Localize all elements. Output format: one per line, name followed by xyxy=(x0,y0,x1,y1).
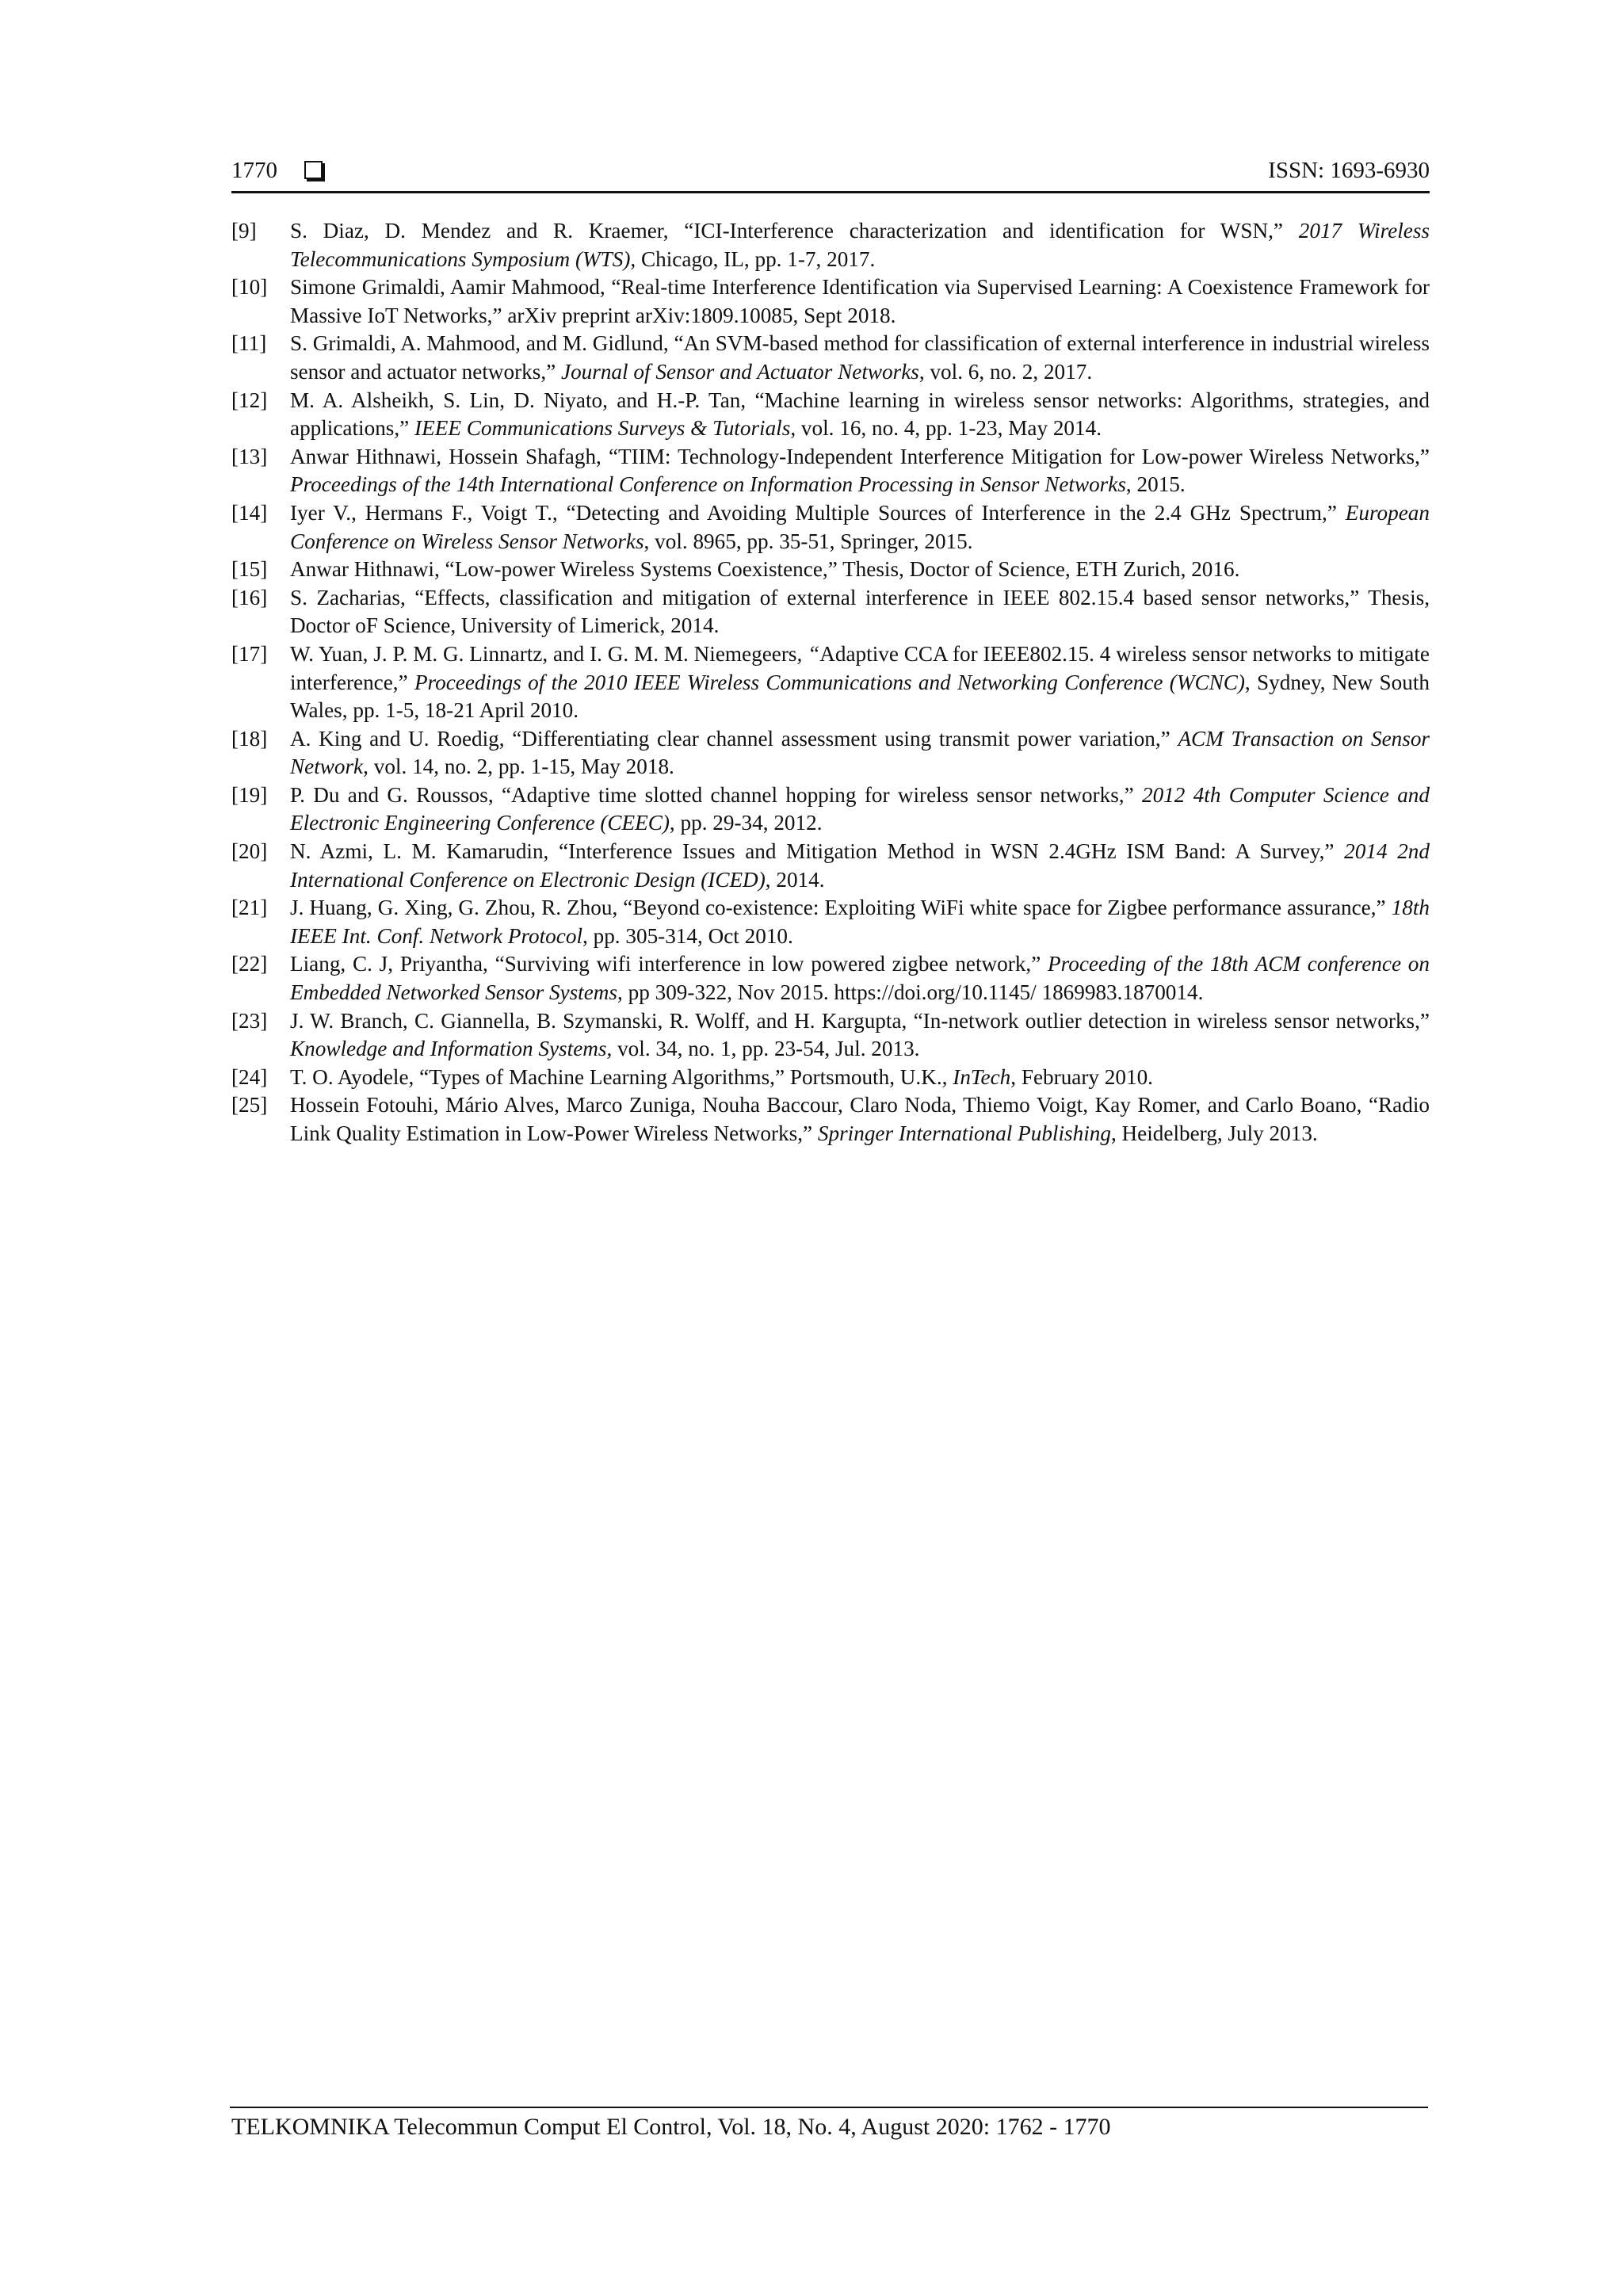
reference-segment: , pp 309-322, Nov 2015. https://doi.org/10.1145/ 1869983.1870014. xyxy=(617,980,1204,1005)
reference-item xyxy=(231,894,1430,950)
reference-italic-segment: ACM Transaction on Sensor Network xyxy=(290,726,1430,779)
reference-item xyxy=(231,950,1430,1007)
reference-segment: Anwar Hithnawi, “Low-power Wireless Systems Coexistence,” Thesis, Doctor of Science, ETH Zurich, 2016. xyxy=(290,557,1240,582)
reference-text xyxy=(290,783,1430,835)
reference-segment: vol. 34, no. 1, pp. 23-54, Jul. 2013. xyxy=(612,1037,920,1061)
reference-segment: Anwar Hithnawi, Hossein Shafagh, “TIIM: Technology-Independent Interference Mitigation for Low-power Wireless Networks,” xyxy=(290,444,1430,468)
reference-segment: Simone Grimaldi, Aamir Mahmood, “Real-time Interference Identification via Supervised Learning: A Coexistence Framework for Massive IoT Networks,” arXiv preprint arXiv:1809.10085, Sept 2018. xyxy=(290,275,1430,327)
reference-segment: , vol. 6, no. 2, 2017. xyxy=(918,359,1093,384)
reference-text xyxy=(290,1065,1153,1089)
reference-text xyxy=(290,331,1430,384)
reference-number: [12] xyxy=(231,388,268,412)
reference-number: [22] xyxy=(231,952,268,976)
reference-segment: P. Du and G. Roussos, “Adaptive time slotted channel hopping for wireless sensor networks,” xyxy=(290,782,1142,807)
reference-segment: N. Azmi, L. M. Kamarudin, “Interference Issues and Mitigation Method in WSN 2.4GHz ISM Band: A Survey,” xyxy=(290,839,1345,864)
reference-item xyxy=(231,725,1430,781)
reference-text xyxy=(290,839,1430,892)
reference-item xyxy=(231,640,1430,725)
journal-citation-footer: TELKOMNIKA Telecommun Comput El Control, Vol. 18, No. 4, August 2020: 1762 - 1770 xyxy=(231,2114,1111,2140)
reference-item xyxy=(231,1007,1430,1064)
reference-text xyxy=(290,388,1430,441)
reference-italic-segment: 18th IEEE Int. Conf. Network Protocol xyxy=(290,896,1430,948)
reference-number: [25] xyxy=(231,1093,268,1117)
reference-segment: M. A. Alsheikh, S. Lin, D. Niyato, and H.-P. Tan, “Machine learning in wireless sensor networks: Algorithms, strategies, and applications,” xyxy=(290,388,1430,441)
reference-number: [10] xyxy=(231,275,268,300)
reference-italic-segment: Proceedings of the 14th International Conference on Information Processing in Sensor Networks xyxy=(290,472,1126,497)
reference-number: [21] xyxy=(231,896,268,920)
reference-segment: A. King and U. Roedig, “Differentiating clear channel assessment using transmit power variation,” xyxy=(290,726,1178,751)
reference-italic-segment: Knowledge and Information Systems, xyxy=(290,1037,613,1061)
reference-text xyxy=(290,557,1239,581)
reference-segment: , 2014. xyxy=(765,867,825,892)
reference-segment: S. Diaz, D. Mendez and R. Kraemer, “ICI-Interference characterization and identification for WSN,” xyxy=(290,219,1299,243)
reference-text xyxy=(290,586,1430,638)
reference-italic-segment: , “ xyxy=(796,641,820,666)
reference-item xyxy=(231,838,1430,894)
reference-segment: S. Grimaldi, A. Mahmood, and M. Gidlund, “An SVM-based method for classification of external interference in industrial wireless sensor and actuator networks,” xyxy=(290,331,1430,384)
reference-italic-segment: European Conference on Wireless Sensor Networks xyxy=(290,500,1430,553)
reference-segment: J. Huang, G. Xing, G. Zhou, R. Zhou, “Beyond co-existence: Exploiting WiFi white space for Zigbee performance assurance,” xyxy=(290,896,1392,920)
reference-text xyxy=(290,219,1430,271)
reference-italic-segment: 2012 4th Computer Science and Electronic Engineering Conference (CEEC) xyxy=(290,782,1430,835)
reference-italic-segment: InTech xyxy=(953,1064,1011,1089)
shadowed-box-icon xyxy=(304,161,323,179)
reference-number: [23] xyxy=(231,1008,268,1033)
reference-number: [24] xyxy=(231,1064,268,1089)
reference-item xyxy=(231,584,1430,640)
reference-item xyxy=(231,330,1430,386)
reference-segment: , vol. 8965, pp. 35-51, Springer, 2015. xyxy=(643,529,973,553)
reference-item xyxy=(231,443,1430,499)
reference-number: [13] xyxy=(231,444,268,468)
reference-segment: W. Yuan, J. P. M. G. Linnartz, and I. G. M. M. Niemegeers xyxy=(290,641,797,666)
reference-segment: Chicago, IL, pp. 1-7, 2017. xyxy=(636,246,876,271)
reference-text xyxy=(290,642,1430,722)
reference-number: [16] xyxy=(231,585,268,609)
reference-segment: , pp. 29-34, 2012. xyxy=(669,811,823,835)
reference-segment: Liang, C. J, Priyantha, “Surviving wifi interference in low powered zigbee network,” xyxy=(290,952,1048,976)
reference-segment: S. Zacharias, “Effects, classification and mitigation of external interference in IEEE 802.15.4 based sensor networks,” Thesis, Doctor oF Science, University of Limerick, 2014. xyxy=(290,585,1430,638)
reference-segment: Hossein Fotouhi, Mário Alves, Marco Zuniga, Nouha Baccour, Claro Noda, Thiemo Voigt, Kay Romer, and Carlo Boano, “Radio Link Quality Estimation in Low-Power Wireless Networks,” xyxy=(290,1093,1430,1145)
reference-italic-segment: Journal of Sensor and Actuator Networks xyxy=(561,359,919,384)
issn-label: ISSN: 1693-6930 xyxy=(1268,158,1430,183)
reference-item xyxy=(231,1064,1430,1092)
page-number: 1770 xyxy=(231,158,277,183)
page-header xyxy=(231,152,1430,189)
reference-text xyxy=(290,445,1430,497)
reference-text xyxy=(290,896,1430,948)
reference-segment: , Heidelberg, July 2013. xyxy=(1110,1121,1318,1145)
reference-number: [15] xyxy=(231,557,268,582)
reference-text xyxy=(290,952,1430,1004)
reference-number: [17] xyxy=(231,641,268,666)
reference-number: [11] xyxy=(231,331,267,356)
reference-text xyxy=(290,727,1430,779)
reference-italic-segment: 2014 2nd International Conference on Electronic Design (ICED) xyxy=(290,839,1430,892)
reference-segment: , February 2010. xyxy=(1010,1064,1153,1089)
reference-italic-segment: 2017 Wireless Telecommunications Symposium (WTS), xyxy=(290,219,1430,271)
reference-italic-segment: Proceeding of the 18th ACM conference on Embedded Networked Sensor Systems xyxy=(290,952,1430,1005)
reference-segment: , Sydney, New South Wales, pp. 1-5, 18-21 April 2010. xyxy=(290,670,1430,723)
reference-list xyxy=(231,217,1430,1148)
reference-number: [18] xyxy=(231,726,268,751)
reference-segment: , 2015. xyxy=(1125,472,1186,497)
reference-text xyxy=(290,501,1430,553)
reference-text xyxy=(290,1009,1430,1061)
reference-text xyxy=(290,1093,1430,1145)
reference-item xyxy=(231,387,1430,443)
reference-segment: T. O. Ayodele, “Types of Machine Learning Algorithms,” Portsmouth, U.K., xyxy=(290,1064,953,1089)
reference-italic-segment: IEEE Communications Surveys & Tutorials xyxy=(414,416,791,441)
reference-item xyxy=(231,556,1430,584)
reference-item xyxy=(231,781,1430,838)
reference-number: [20] xyxy=(231,839,268,864)
reference-number: [9] xyxy=(231,219,257,243)
reference-item xyxy=(231,273,1430,330)
reference-segment: , vol. 16, no. 4, pp. 1-23, May 2014. xyxy=(790,416,1102,441)
reference-segment: , pp. 305-314, Oct 2010. xyxy=(582,923,793,948)
reference-segment: Iyer V., Hermans F., Voigt T., “Detecting and Avoiding Multiple Sources of Interference in the 2.4 GHz Spectrum,” xyxy=(290,500,1346,525)
reference-italic-segment: Proceedings of the 2010 IEEE Wireless Communications and Networking Conference (WCNC) xyxy=(414,670,1245,694)
reference-segment: J. W. Branch, C. Giannella, B. Szymanski, R. Wolff, and H. Kargupta, “In-network outlier detection in wireless sensor networks,” xyxy=(290,1008,1430,1033)
reference-italic-segment: Springer International Publishing xyxy=(817,1121,1111,1145)
reference-segment: Adaptive CCA for IEEE802.15. 4 wireless sensor networks to mitigate interference,” xyxy=(290,641,1430,694)
reference-segment: , vol. 14, no. 2, pp. 1-15, May 2018. xyxy=(363,755,674,779)
reference-number: [19] xyxy=(231,782,268,807)
reference-item xyxy=(231,499,1430,556)
reference-text xyxy=(290,275,1430,327)
header-divider xyxy=(231,191,1430,193)
reference-item xyxy=(231,1091,1430,1148)
reference-number: [14] xyxy=(231,500,268,525)
footer-divider xyxy=(230,2107,1428,2108)
reference-item xyxy=(231,217,1430,273)
